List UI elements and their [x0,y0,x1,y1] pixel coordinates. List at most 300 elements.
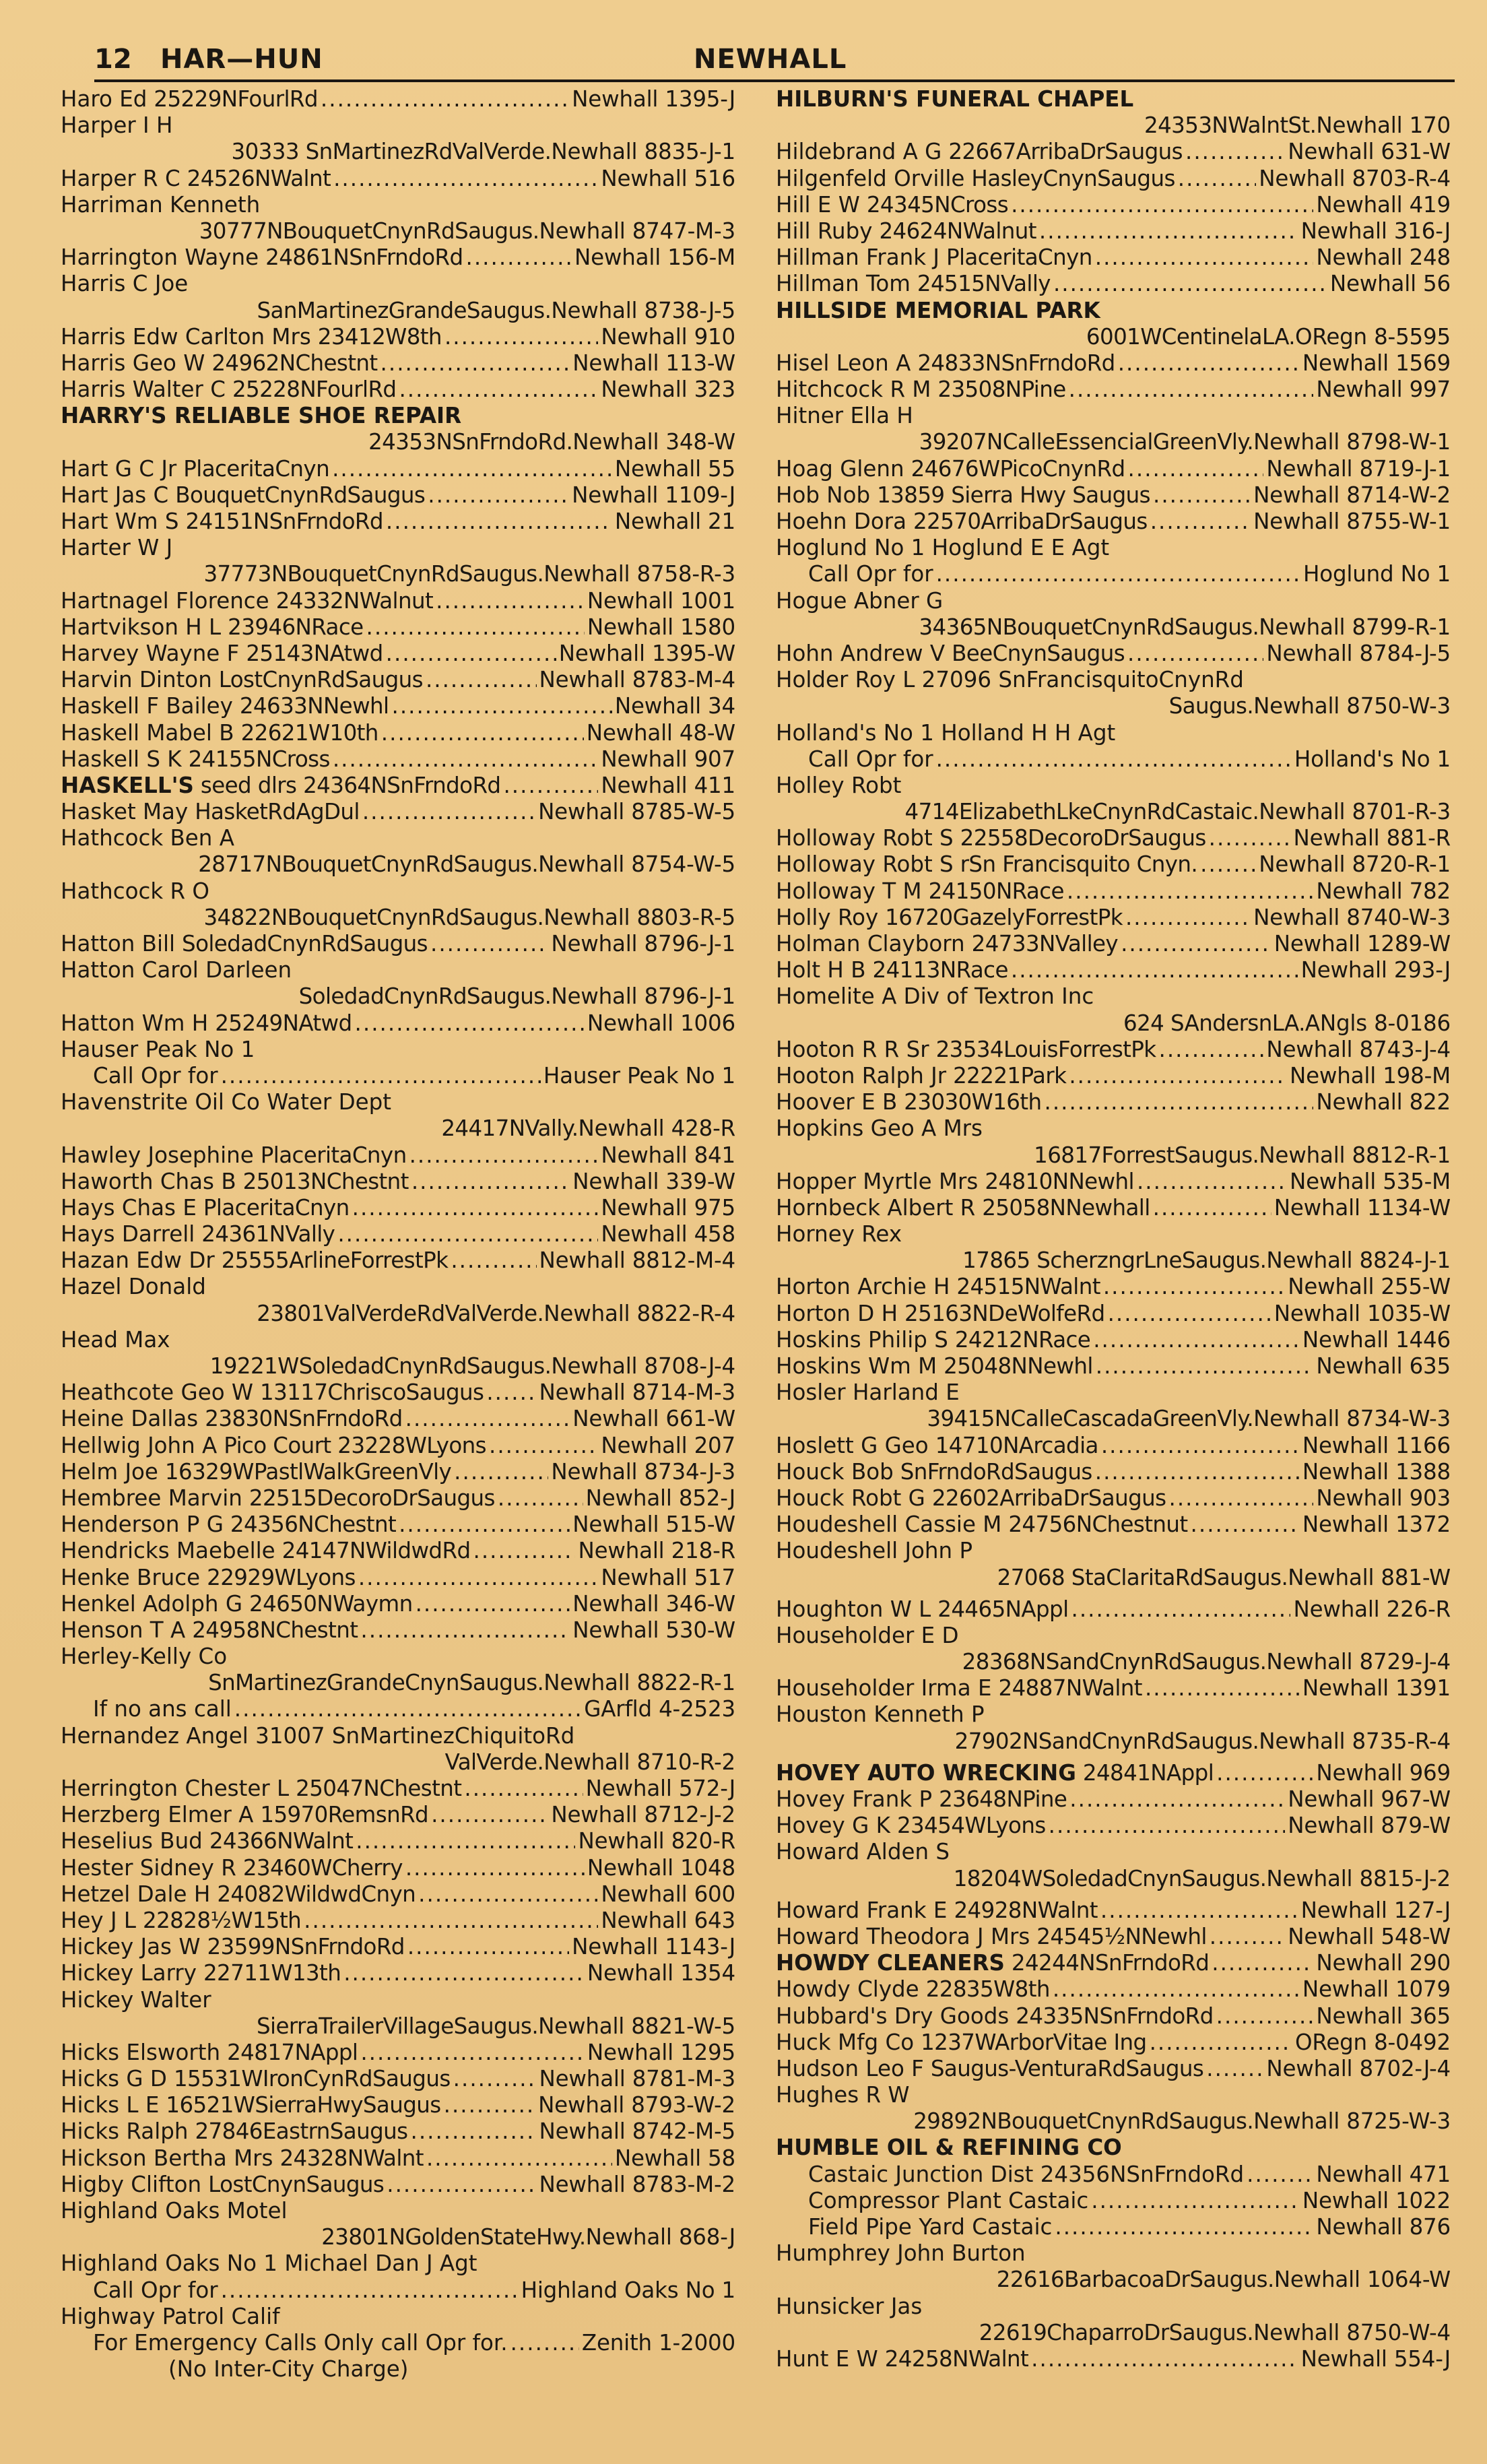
listing-line [61,2092,735,2118]
listing-line [61,403,735,429]
listing-address: 22828½W15th [143,1907,302,1933]
listing-address: 24817NAppl [227,2039,358,2065]
listing-name: Harris Geo W [61,350,205,376]
leader-dots [418,1881,598,1908]
leader-dots [426,667,537,693]
listing-line [776,1089,1451,1115]
listing-phone: Newhall 8822-R-4 [543,1300,735,1326]
listing-name: Hernandez Angel 31007 SnMartinezChiquitoRd [61,1722,575,1749]
listing-line [776,720,1451,746]
listing-line [61,1274,735,1300]
listing-line [61,1195,735,1221]
leader-dots [1121,931,1271,957]
leader-dots [1153,482,1251,509]
listing-line [61,1802,735,1828]
listing-phone: Newhall 535-M [1290,1168,1451,1194]
listing-address: 15531WIronCynRdSaugus [173,2066,451,2092]
leader-dots [411,1169,570,1195]
listing-line [776,2214,1451,2240]
listing-phone: Zenith 1-2000 [581,2329,735,2356]
listing-name: Huck Mfg Co [776,2029,915,2055]
listing-line [776,2056,1451,2082]
listing-name: Herley-Kelly Co [61,1644,228,1670]
listing-phone: Newhall 530-W [572,1617,735,1643]
listing-phone: ORegn 8-0492 [1295,2029,1451,2055]
listing-name: Hubbard's Dry Goods [776,2003,1010,2029]
listing-phone: Newhall 1569 [1302,350,1451,376]
listing-name: Hicks G D [61,2066,167,2092]
listing-line [61,2040,735,2066]
listing-phone: Newhall 156-M [574,245,735,271]
leader-dots [381,350,570,377]
listing-phone: Newhall 600 [601,1881,735,1907]
listing-phone: Newhall 1372 [1302,1512,1451,1538]
listing-line [776,482,1451,509]
listing-phone: Holland's No 1 [1294,746,1451,772]
listing-line [776,1195,1451,1221]
listing-phone: Newhall 1109-J [572,482,735,508]
listing-phone: Newhall 1143-J [572,1934,735,1960]
listing-phone: Newhall 8822-R-1 [543,1670,735,1696]
listing-line [776,851,1451,878]
listing-phone: Newhall 1391 [1302,1675,1451,1701]
leader-dots [234,1696,581,1722]
leader-dots [343,1960,585,1986]
listing-address: 24810NNewhl [985,1168,1134,1194]
listing-address: 23648NPine [939,1786,1067,1812]
leader-dots [486,1380,536,1406]
leader-dots [1095,245,1314,271]
listing-line [776,1701,1451,1728]
listing-address: PlaceritaCnyn [946,245,1092,271]
page-town: NEWHALL [694,44,847,75]
listing-name: Hellwig John A [61,1432,218,1458]
listing-line [776,905,1451,931]
listing-line [61,878,735,905]
listing-name: Head Max [61,1326,170,1353]
leader-dots [355,1010,585,1037]
listing-name: Houdeshell John P [776,1538,973,1564]
business-name: HILBURN'S FUNERAL CHAPEL [776,86,1134,112]
listing-phone: Newhall 428-R [578,1115,735,1142]
leader-dots [451,1247,536,1274]
listing-line [61,2118,735,2145]
listing-phone: Newhall 170 [1316,112,1451,139]
leader-dots [1159,1037,1264,1063]
leader-dots [1011,957,1298,983]
listing-phone: Newhall 365 [1316,2003,1451,2029]
listing-address: 24150NRace [928,878,1064,904]
listing-name: Householder Irma E [776,1675,992,1701]
listing-line [776,799,1451,825]
listing-name: Harvey Wayne F [61,640,240,666]
listing-name: Haro Ed [61,86,147,112]
listing-phone: Newhall 868-J [585,2224,735,2250]
listing-name: Haskell S K [61,746,182,772]
listing-phone: Newhall 841 [601,1142,735,1168]
listing-phone: Newhall 339-W [572,1168,735,1194]
listing-phone: Newhall 21 [614,509,735,534]
listing-name: Holley Robt [776,772,902,798]
listing-name: Hunt E W [776,2345,878,2372]
listing-phone: Newhall 8714-W-2 [1253,482,1451,508]
listing-phone: Newhall 516 [601,165,735,191]
listing-address: 27902NSandCnynRdSaugus. [954,1728,1259,1754]
listing-line [776,166,1451,192]
listing-line [61,851,735,878]
leader-dots [510,2330,579,2356]
listing-phone: Newhall 881-W [1288,1564,1451,1590]
sub-listing: Compressor Plant Castaic [808,2187,1089,2213]
listing-phone: Newhall 458 [601,1221,735,1247]
leader-dots [1210,1924,1285,1950]
listing-phone: Newhall 8812-R-1 [1259,1142,1451,1168]
listing-line [61,931,735,957]
listing-line [776,1786,1451,1813]
listing-address: 24113NRace [872,957,1008,983]
listing-phone: Newhall 8835-J-1 [551,139,735,165]
listing-line [776,983,1451,1010]
listing-name: Hovey G K [776,1813,890,1839]
listing-phone: Newhall 822 [1316,1089,1451,1115]
listing-address: 24633NNewhl [239,693,389,719]
listing-name: Howard Alden S [776,1839,950,1865]
listing-line [776,1924,1451,1950]
leader-dots [362,799,535,825]
listing-name: Hickey Walter [61,1986,211,2013]
listing-line [61,1037,735,1063]
listing-name: Helm Joe [61,1458,158,1485]
listing-name: Houston Kenneth P [776,1701,985,1728]
listing-address: 24244NSnFrndoRd [1011,1950,1210,1976]
leader-dots [321,86,569,112]
listing-name: Heselius Bud [61,1828,203,1854]
listing-line [776,429,1451,455]
listing-address: 25048NNewhl [944,1353,1093,1379]
listing-address: 1237WArborVitae Ing [921,2029,1147,2055]
listing-name: Henke Bruce [61,1564,201,1590]
listing-name: Harris Edw Carlton Mrs [61,323,311,350]
listing-line [776,1839,1451,1865]
listing-name: Haworth Chas B [61,1168,236,1194]
listing-address: 30777NBouquetCnynRdSaugus. [199,218,539,244]
listing-line [776,614,1451,641]
listing-phone: Newhall 8720-R-1 [1259,851,1451,878]
listing-line [776,2346,1451,2372]
listing-address: 14710NArcadia [935,1432,1098,1458]
listing-address: SanMartinezGrandeSaugus. [257,297,552,323]
listing-address: 24545½NNewhl [1036,1923,1207,1949]
listing-phone: Newhall 8750-W-3 [1253,693,1451,719]
listing-line [61,2277,735,2304]
listing-phone: ORegn 8-5595 [1295,323,1451,350]
listing-name: Hatton Wm H [61,1010,209,1036]
listing-address: 27846EastrnSaugus [195,2118,408,2145]
listing-name: Hill Ruby [776,218,873,244]
listing-phone: Newhall 548-W [1288,1923,1451,1949]
listing-phone: Newhall 879-W [1288,1813,1451,1839]
listing-address: 30333 SnMartinezRdValVerde. [231,139,552,165]
listing-address: 24335NSnFrndoRd [1016,2003,1214,2029]
listing-line [776,1728,1451,1755]
listing-address: 24861NSnFrndoRd [265,245,463,271]
listing-address: SnFrndoRdSaugus [900,1458,1092,1485]
listing-name: Hohn Andrew V [776,640,946,666]
listing-line [61,139,735,165]
leader-dots [1137,1169,1287,1195]
sub-listing: Castaic Junction Dist 24356NSnFrndoRd [808,2161,1245,2187]
leader-dots [409,1142,599,1169]
listing-phone: Newhall 56 [1329,271,1451,297]
listing-address: 24147NWildwdRd [282,1538,471,1564]
listing-phone: Newhall 1006 [587,1010,735,1036]
listing-phone: Newhall 8729-J-4 [1266,1649,1451,1675]
listing-address: 24417NVally. [441,1115,579,1142]
listing-phone: Newhall 127-J [1300,1897,1451,1923]
listing-name: Hicks L E [61,2092,160,2118]
listing-address: 23946NRace [228,614,364,640]
leader-dots [1069,377,1314,403]
listing-line [776,1675,1451,1701]
listing-address: LostCnynRdSaugus [218,667,423,693]
listing-line [776,2082,1451,2108]
leader-dots [410,2118,536,2145]
leader-dots [444,2092,535,2118]
leader-dots [1206,2056,1263,2082]
listing-name: Haskell Mabel B [61,719,234,746]
listing-phone: Newhall 226-R [1293,1596,1451,1622]
listing-name: Hester Sidney R [61,1854,236,1881]
listing-address: 23030W16th [904,1089,1042,1115]
listing-name: Houdeshell Cassie M [776,1512,1002,1538]
listing-line [776,1459,1451,1485]
listing-line [61,429,735,455]
leader-dots [473,1538,575,1564]
listing-line [61,1010,735,1037]
listing-name: Horton Archie H [776,1274,950,1300]
listing-phone: ANgls 8-0186 [1304,1010,1451,1036]
alpha-range: HAR—HUN [160,44,323,75]
leader-dots [1103,1274,1285,1300]
listing-address: 24650NWaymn [249,1590,413,1617]
listing-phone: Newhall 1166 [1302,1432,1451,1458]
listing-note: (No Inter-City Charge) [168,2356,409,2382]
spacer [776,1591,1451,1596]
listing-phone: Newhall 8821-W-5 [538,2013,735,2039]
listing-address: 23830NSnFrndoRd [205,1406,403,1432]
listing-address: 24624NWalnut [879,218,1036,244]
listing-phone: Newhall 419 [1316,191,1451,218]
leader-dots [405,1855,585,1881]
listing-name: Hickey Jas W [61,1934,201,1960]
listing-address: SierraTrailerVillageSaugus. [256,2013,539,2039]
leader-dots [1145,1675,1300,1701]
listing-phone: Newhall 517 [601,1564,735,1590]
listing-phone: Newhall 113-W [572,350,735,376]
listing-line [776,1301,1451,1327]
listing-address: 24515NWalnt [956,1274,1100,1300]
leader-dots [489,1433,598,1459]
listing-name: Henkel Adolph G [61,1590,242,1617]
listing-address: 18204WSoledadCnynSaugus. [953,1865,1267,1891]
listing-address: 24928NWalnt [954,1897,1098,1923]
listing-address: 24361NVally [201,1221,335,1247]
listing-line [61,693,735,719]
listing-address: 24356NChestnt [230,1512,397,1538]
listing-phone: Newhall 8734-W-3 [1253,1406,1451,1432]
listing-line [61,1644,735,1670]
listing-line [776,1433,1451,1459]
listing-phone: Newhall 1064-W [1274,2267,1451,2293]
listing-line [61,1485,735,1512]
listing-name: Hovey Frank P [776,1786,933,1812]
listing-address: 23801NGoldenStateHwy. [321,2224,586,2250]
listing-phone: Newhall 8796-J-1 [551,983,735,1010]
listing-address: 24515NVally [917,271,1051,297]
listing-name: HASKELL'S [61,772,194,798]
listing-name: Highland Oaks Motel [61,2198,288,2224]
listing-name: Hillman Tom [776,271,911,297]
listing-address: 22602ArribaDrSaugus [931,1485,1166,1511]
listing-phone: Newhall 1079 [1302,1976,1451,2003]
listing-address: 13117ChriscoSaugus [260,1380,484,1406]
listing-phone: Newhall 967-W [1288,1786,1451,1812]
listing-address: 24962NChestnt [211,350,378,376]
listing-line [776,509,1451,535]
leader-dots [1209,825,1291,851]
listing-name: Havenstrite Oil Co Water Dept [61,1089,391,1115]
listing-phone: Newhall 8799-R-1 [1259,614,1451,640]
listing-name: Hudson Leo F [776,2055,924,2081]
listing-address: 24958NChestnt [192,1617,358,1643]
listing-name: Holly Roy [776,904,879,930]
listing-phone: Newhall 48-W [586,719,735,746]
leader-dots [936,561,1300,587]
listing-phone: Highland Oaks No 1 [521,2277,735,2303]
listing-phone: Newhall 55 [614,455,735,482]
listing-phone: Newhall 969 [1316,1759,1451,1786]
listing-line [776,1169,1451,1195]
listing-address: 23412W8th [317,323,442,350]
listing-address: 29892NBouquetCnynRdSaugus. [913,2108,1254,2135]
listing-phone: Newhall 346-W [572,1590,735,1617]
listing-name: Hopper Myrtle Mrs [776,1168,979,1194]
listing-name: Hatton Bill [61,931,176,957]
listing-name: Hart G C Jr [61,455,177,482]
leader-dots [1071,1596,1291,1623]
listing-line [61,1406,735,1432]
listing-line [776,2030,1451,2056]
listing-name: Hicks Ralph [61,2118,189,2145]
leader-dots [1067,878,1313,905]
listing-phone: Newhall 8701-R-3 [1259,799,1451,825]
listing-line [776,1115,1451,1142]
leader-dots [221,1063,541,1089]
listing-name: Hogue Abner G [776,587,944,614]
listing-name: Hickson Bertha Mrs [61,2145,273,2171]
leader-dots [1049,1813,1286,1839]
business-name: HARRY'S RELIABLE SHOE REPAIR [61,403,462,429]
listing-line [61,2172,735,2198]
listing-address: 24465NAppl [937,1596,1069,1622]
listing-phone: Newhall 8750-W-4 [1253,2319,1451,2345]
listing-phone: Newhall 8755-W-1 [1253,509,1451,534]
business-name: HILLSIDE MEMORIAL PARK [776,297,1100,323]
leader-dots [1069,1063,1287,1089]
leader-dots [407,1934,569,1960]
listing-address: HasketRdAgDul [195,799,360,825]
listing-name: Hartvikson H L [61,614,222,640]
listing-name: Harper R C [61,165,180,191]
leader-dots [1039,218,1298,245]
listing-phone: Newhall 8781-M-3 [539,2066,735,2092]
leader-dots [360,2040,585,2066]
listing-line [776,561,1451,587]
leader-dots [1101,1433,1300,1459]
leader-dots [1125,905,1251,931]
listing-phone: Newhall 8783-M-2 [539,2171,735,2197]
listing-address: 4714ElizabethLkeCnynRdCastaic. [904,799,1259,825]
leader-dots [453,2066,537,2092]
listing-line [61,1169,735,1195]
spacer [776,1892,1451,1898]
listing-phone: Newhall 8702-J-4 [1266,2055,1451,2081]
listing-name: Hauser Peak No 1 [61,1036,255,1062]
listing-name: Hoglund No 1 Hoglund E E Agt [776,535,1110,561]
listing-name: Highland Oaks No 1 Michael Dan J Agt [61,2250,477,2277]
listing-phone: Newhall 471 [1316,2161,1451,2187]
listing-line [61,192,735,218]
listing-phone: Newhall 661-W [572,1406,735,1432]
listing-line [61,561,735,587]
listing-address: 25229NFourlRd [154,86,318,112]
listing-line [776,1274,1451,1300]
listing-address: 16521WSierraHwySaugus [166,2092,441,2118]
listing-phone: GArfld 4-2523 [584,1696,735,1722]
leader-dots [466,245,572,271]
listing-name: Howdy Clyde [776,1976,919,2003]
leader-dots [1011,192,1313,218]
listing-line [61,720,735,746]
listing-address: 24155NCross [188,746,330,772]
listing-name: Hathcock R O [61,878,209,904]
listing-address: 22621W10th [240,719,378,746]
listing-line [776,1406,1451,1432]
leader-dots [352,1195,599,1221]
listing-line [61,1353,735,1380]
listing-address: 24676WPicoCnynRd [911,455,1125,482]
page-number: 12 [94,44,132,75]
listing-address: 25555ArlineForrestPk [221,1247,449,1274]
listing-address: 22558DecoroDrSaugus [960,825,1206,851]
listing-phone: Newhall 8734-J-3 [551,1458,735,1485]
listing-address: 24332NWalnut [275,587,434,614]
listing-phone: Newhall 1048 [587,1854,735,1881]
listing-line [776,2267,1451,2293]
listing-name: Holder Roy L 27096 SnFrancisquitoCnynRd [776,667,1244,693]
listing-phone: Hauser Peak No 1 [543,1062,735,1089]
listing-address: 25163NDeWolfeRd [904,1300,1105,1326]
listing-address: 24833NSnFrndoRd [917,350,1115,376]
leader-dots [1212,1950,1313,1976]
listing-address: 19221WSoledadCnynRdSaugus. [209,1353,552,1379]
listing-name: Harris Walter C [61,377,226,403]
listing-address: 22619ChaparroDrSaugus. [979,2319,1254,2345]
listing-name: Holloway Robt S [776,851,954,878]
listing-phone: Newhall 316-J [1300,218,1451,244]
listing-name: Hillman Frank J [776,245,939,271]
listing-address: 25013NChestnt [242,1168,409,1194]
